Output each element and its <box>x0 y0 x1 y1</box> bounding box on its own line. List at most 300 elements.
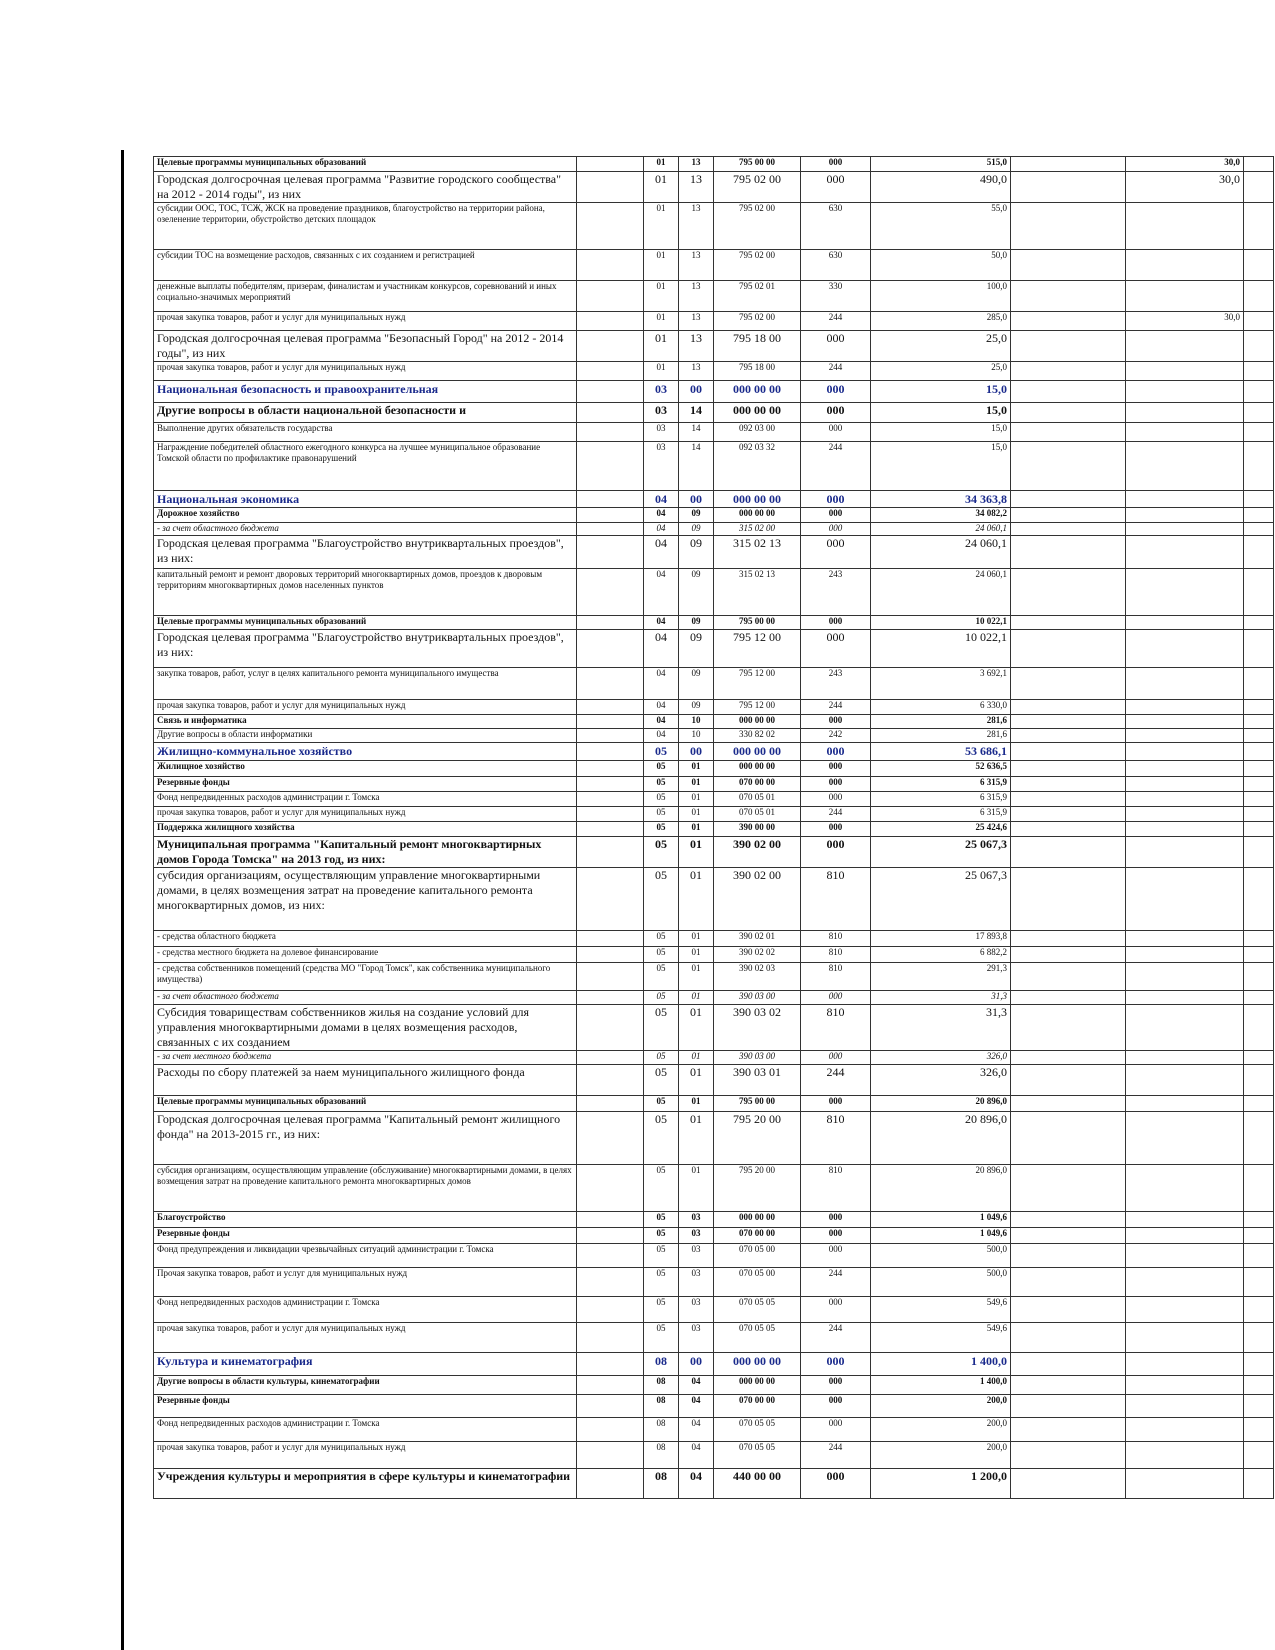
row-expense-type: 000 <box>801 1244 871 1268</box>
row-amount-2: 30,0 <box>1126 312 1244 331</box>
row-amount: 34 363,8 <box>871 491 1011 508</box>
row-empty-cell <box>577 523 644 536</box>
table-row <box>154 403 1274 423</box>
row-target-article: 795 02 00 <box>714 172 801 203</box>
row-amount: 1 400,0 <box>871 1376 1011 1395</box>
table-row <box>154 362 1274 381</box>
row-amount: 15,0 <box>871 442 1011 491</box>
row-name-cell: Субсидия товариществам собственников жилья на создание условий для управления многоквартирными домами в целях возмещения расходов, связанных с их созданием <box>154 1005 577 1051</box>
row-target-article: 070 05 05 <box>714 1442 801 1469</box>
row-amount: 15,0 <box>871 403 1011 423</box>
row-subsection-code: 00 <box>679 491 714 508</box>
row-name-cell: Расходы по сбору платежей за наем муниципального жилищного фонда <box>154 1065 577 1096</box>
row-target-article: 795 12 00 <box>714 668 801 700</box>
row-empty-cell <box>1011 403 1126 423</box>
row-empty-cell <box>1011 536 1126 569</box>
row-amount-2 <box>1126 1442 1244 1469</box>
row-empty-cell <box>577 250 644 281</box>
row-amount: 25,0 <box>871 362 1011 381</box>
row-expense-type: 000 <box>801 1228 871 1244</box>
row-empty-cell <box>1011 868 1126 931</box>
row-expense-type: 000 <box>801 616 871 630</box>
row-amount-2: 30,0 <box>1126 172 1244 203</box>
row-target-article: 795 18 00 <box>714 331 801 362</box>
row-empty-cell <box>577 442 644 491</box>
row-empty-cell <box>577 991 644 1005</box>
table-row <box>154 1096 1274 1112</box>
row-name-cell: Городская целевая программа "Благоустройство внутриквартальных проездов", из них: <box>154 536 577 569</box>
row-target-article: 795 02 00 <box>714 250 801 281</box>
row-amount: 10 022,1 <box>871 630 1011 668</box>
row-empty-cell <box>1244 777 1274 792</box>
table-row <box>154 312 1274 331</box>
row-amount-2 <box>1126 991 1244 1005</box>
row-amount-2 <box>1126 508 1244 523</box>
row-amount: 6 315,9 <box>871 792 1011 807</box>
row-subsection-code: 01 <box>679 792 714 807</box>
row-empty-cell <box>577 668 644 700</box>
row-target-article: 390 02 00 <box>714 837 801 868</box>
row-empty-cell <box>1011 1165 1126 1212</box>
row-amount: 15,0 <box>871 381 1011 403</box>
row-target-article: 390 02 00 <box>714 868 801 931</box>
row-target-article: 000 00 00 <box>714 491 801 508</box>
row-empty-cell <box>577 1297 644 1323</box>
table-row <box>154 1268 1274 1297</box>
row-empty-cell <box>1244 1212 1274 1228</box>
row-expense-type: 000 <box>801 792 871 807</box>
table-row <box>154 991 1274 1005</box>
row-name-cell: субсидии ООС, ТОС, ТСЖ, ЖСК на проведение праздников, благоустройство на территории района, озеленение территории, обустройство детских площадок <box>154 203 577 250</box>
row-section-code: 05 <box>644 1096 679 1112</box>
row-empty-cell <box>577 312 644 331</box>
row-empty-cell <box>1011 1212 1126 1228</box>
row-target-article: 440 00 00 <box>714 1469 801 1499</box>
row-empty-cell <box>1011 1418 1126 1442</box>
row-amount: 17 893,8 <box>871 931 1011 947</box>
row-subsection-code: 13 <box>679 157 714 172</box>
row-empty-cell <box>577 743 644 761</box>
row-target-article: 315 02 13 <box>714 536 801 569</box>
table-row <box>154 157 1274 172</box>
row-empty-cell <box>577 403 644 423</box>
row-expense-type: 244 <box>801 1442 871 1469</box>
table-row <box>154 508 1274 523</box>
row-section-code: 05 <box>644 1165 679 1212</box>
row-subsection-code: 01 <box>679 1112 714 1165</box>
row-subsection-code: 13 <box>679 331 714 362</box>
table-row <box>154 807 1274 822</box>
row-empty-cell <box>577 761 644 777</box>
row-amount-2 <box>1126 442 1244 491</box>
row-empty-cell <box>1244 1165 1274 1212</box>
table-row <box>154 1469 1274 1499</box>
row-empty-cell <box>1244 172 1274 203</box>
row-amount: 25 424,6 <box>871 822 1011 837</box>
row-amount: 31,3 <box>871 991 1011 1005</box>
row-section-code: 08 <box>644 1418 679 1442</box>
row-empty-cell <box>1011 963 1126 991</box>
row-expense-type: 244 <box>801 1323 871 1353</box>
row-section-code: 03 <box>644 423 679 442</box>
row-target-article: 390 00 00 <box>714 822 801 837</box>
row-amount-2 <box>1126 1469 1244 1499</box>
row-empty-cell <box>1011 1096 1126 1112</box>
row-subsection-code: 01 <box>679 931 714 947</box>
row-amount: 15,0 <box>871 423 1011 442</box>
table-row <box>154 1376 1274 1395</box>
row-amount: 281,6 <box>871 729 1011 743</box>
row-empty-cell <box>1011 250 1126 281</box>
row-expense-type: 000 <box>801 837 871 868</box>
row-section-code: 05 <box>644 931 679 947</box>
row-amount: 200,0 <box>871 1442 1011 1469</box>
row-amount: 24 060,1 <box>871 536 1011 569</box>
row-empty-cell <box>577 1051 644 1065</box>
row-section-code: 01 <box>644 362 679 381</box>
row-amount: 34 082,2 <box>871 508 1011 523</box>
row-empty-cell <box>1011 991 1126 1005</box>
row-section-code: 08 <box>644 1442 679 1469</box>
row-name-cell: Национальная экономика <box>154 491 577 508</box>
row-name-cell: субсидия организациям, осуществляющим управление многоквартирными домами, в целях возмещения затрат на проведение капитального ремонта многоквартирных домов, из них: <box>154 868 577 931</box>
row-empty-cell <box>577 1005 644 1051</box>
row-target-article: 795 12 00 <box>714 630 801 668</box>
row-amount-2 <box>1126 777 1244 792</box>
row-empty-cell <box>1011 1442 1126 1469</box>
row-target-article: 070 00 00 <box>714 1395 801 1418</box>
row-section-code: 01 <box>644 312 679 331</box>
row-target-article: 070 05 01 <box>714 807 801 822</box>
row-target-article: 000 00 00 <box>714 761 801 777</box>
row-name-cell: Дорожное хозяйство <box>154 508 577 523</box>
row-section-code: 05 <box>644 963 679 991</box>
row-section-code: 01 <box>644 157 679 172</box>
row-name-cell: Фонд предупреждения и ликвидации чрезвычайных ситуаций администрации г. Томска <box>154 1244 577 1268</box>
row-subsection-code: 13 <box>679 281 714 312</box>
row-empty-cell <box>577 281 644 312</box>
table-row <box>154 729 1274 743</box>
row-empty-cell <box>1011 1065 1126 1096</box>
row-section-code: 05 <box>644 1212 679 1228</box>
row-empty-cell <box>1244 157 1274 172</box>
row-target-article: 315 02 13 <box>714 569 801 616</box>
row-name-cell: - средства местного бюджета на долевое финансирование <box>154 947 577 963</box>
row-empty-cell <box>1011 203 1126 250</box>
row-empty-cell <box>1244 362 1274 381</box>
row-empty-cell <box>577 1442 644 1469</box>
row-name-cell: субсидия организациям, осуществляющим управление (обслуживание) многоквартирными домами, в целях возмещения затрат на проведение капитального ремонта многоквартирных домов <box>154 1165 577 1212</box>
row-subsection-code: 01 <box>679 1165 714 1212</box>
row-expense-type: 000 <box>801 1297 871 1323</box>
row-subsection-code: 03 <box>679 1212 714 1228</box>
row-expense-type: 000 <box>801 331 871 362</box>
row-amount-2 <box>1126 331 1244 362</box>
row-empty-cell <box>577 777 644 792</box>
row-name-cell: Благоустройство <box>154 1212 577 1228</box>
row-section-code: 08 <box>644 1469 679 1499</box>
row-expense-type: 244 <box>801 442 871 491</box>
row-amount-2 <box>1126 668 1244 700</box>
row-amount-2 <box>1126 616 1244 630</box>
row-expense-type: 630 <box>801 250 871 281</box>
row-amount-2 <box>1126 491 1244 508</box>
table-row <box>154 947 1274 963</box>
row-empty-cell <box>577 837 644 868</box>
row-target-article: 092 03 32 <box>714 442 801 491</box>
row-empty-cell <box>1244 536 1274 569</box>
row-amount: 200,0 <box>871 1418 1011 1442</box>
row-empty-cell <box>1244 700 1274 715</box>
row-name-cell: Резервные фонды <box>154 1395 577 1418</box>
row-amount: 281,6 <box>871 715 1011 729</box>
row-empty-cell <box>1011 822 1126 837</box>
row-empty-cell <box>1244 1051 1274 1065</box>
row-subsection-code: 10 <box>679 729 714 743</box>
row-subsection-code: 09 <box>679 569 714 616</box>
row-empty-cell <box>1244 1096 1274 1112</box>
row-empty-cell <box>577 807 644 822</box>
row-section-code: 05 <box>644 947 679 963</box>
row-empty-cell <box>1011 700 1126 715</box>
row-amount: 52 636,5 <box>871 761 1011 777</box>
row-empty-cell <box>1011 381 1126 403</box>
row-expense-type: 000 <box>801 1096 871 1112</box>
table-row <box>154 281 1274 312</box>
row-empty-cell <box>1011 792 1126 807</box>
row-amount-2 <box>1126 931 1244 947</box>
table-row <box>154 1442 1274 1469</box>
row-target-article: 070 00 00 <box>714 1228 801 1244</box>
row-empty-cell <box>1244 947 1274 963</box>
row-empty-cell <box>577 491 644 508</box>
row-target-article: 795 00 00 <box>714 1096 801 1112</box>
row-expense-type: 244 <box>801 700 871 715</box>
row-section-code: 05 <box>644 1005 679 1051</box>
table-row <box>154 523 1274 536</box>
row-section-code: 05 <box>644 792 679 807</box>
row-empty-cell <box>1244 807 1274 822</box>
row-name-cell: Городская долгосрочная целевая программа "Безопасный Город" на 2012 - 2014 годы", из них <box>154 331 577 362</box>
row-subsection-code: 09 <box>679 536 714 569</box>
table-row <box>154 868 1274 931</box>
row-section-code: 04 <box>644 668 679 700</box>
table-row <box>154 822 1274 837</box>
row-amount: 25 067,3 <box>871 868 1011 931</box>
row-target-article: 000 00 00 <box>714 403 801 423</box>
table-row <box>154 172 1274 203</box>
row-empty-cell <box>1011 362 1126 381</box>
row-expense-type: 000 <box>801 423 871 442</box>
row-target-article: 000 00 00 <box>714 1353 801 1376</box>
row-amount-2 <box>1126 1165 1244 1212</box>
row-empty-cell <box>1244 312 1274 331</box>
row-empty-cell <box>1244 868 1274 931</box>
row-empty-cell <box>577 630 644 668</box>
row-empty-cell <box>577 536 644 569</box>
row-expense-type: 000 <box>801 491 871 508</box>
row-name-cell: - за счет местного бюджета <box>154 1051 577 1065</box>
table-row <box>154 1228 1274 1244</box>
row-expense-type: 810 <box>801 1005 871 1051</box>
table-row <box>154 536 1274 569</box>
row-amount: 6 315,9 <box>871 807 1011 822</box>
row-amount-2 <box>1126 569 1244 616</box>
row-amount-2 <box>1126 868 1244 931</box>
row-empty-cell <box>577 700 644 715</box>
row-amount: 6 882,2 <box>871 947 1011 963</box>
row-section-code: 05 <box>644 1065 679 1096</box>
row-target-article: 390 02 02 <box>714 947 801 963</box>
table-row <box>154 668 1274 700</box>
table-row <box>154 1418 1274 1442</box>
row-name-cell: Резервные фонды <box>154 1228 577 1244</box>
row-target-article: 070 05 05 <box>714 1323 801 1353</box>
row-empty-cell <box>1244 931 1274 947</box>
row-amount-2 <box>1126 362 1244 381</box>
row-expense-type: 000 <box>801 403 871 423</box>
row-target-article: 795 20 00 <box>714 1112 801 1165</box>
row-name-cell: прочая закупка товаров, работ и услуг для муниципальных нужд <box>154 1323 577 1353</box>
row-subsection-code: 09 <box>679 700 714 715</box>
table-row <box>154 250 1274 281</box>
row-section-code: 05 <box>644 1323 679 1353</box>
row-amount-2 <box>1126 792 1244 807</box>
row-expense-type: 810 <box>801 1165 871 1212</box>
row-amount-2 <box>1126 1005 1244 1051</box>
row-empty-cell <box>1244 1005 1274 1051</box>
row-empty-cell <box>1244 991 1274 1005</box>
row-subsection-code: 00 <box>679 381 714 403</box>
row-expense-type: 000 <box>801 381 871 403</box>
row-empty-cell <box>1011 312 1126 331</box>
row-section-code: 05 <box>644 777 679 792</box>
row-subsection-code: 09 <box>679 668 714 700</box>
row-target-article: 795 02 00 <box>714 203 801 250</box>
row-empty-cell <box>577 1395 644 1418</box>
row-subsection-code: 14 <box>679 423 714 442</box>
row-amount: 50,0 <box>871 250 1011 281</box>
row-target-article: 070 05 05 <box>714 1297 801 1323</box>
row-expense-type: 000 <box>801 743 871 761</box>
row-section-code: 04 <box>644 523 679 536</box>
row-amount: 1 400,0 <box>871 1353 1011 1376</box>
row-subsection-code: 13 <box>679 250 714 281</box>
table-row <box>154 792 1274 807</box>
row-amount: 6 315,9 <box>871 777 1011 792</box>
row-empty-cell <box>1244 1112 1274 1165</box>
row-name-cell: денежные выплаты победителям, призерам, финалистам и участникам конкурсов, соревнований и иных социально-значимых мероприятий <box>154 281 577 312</box>
row-name-cell: Национальная безопасность и правоохранительная <box>154 381 577 403</box>
row-section-code: 03 <box>644 381 679 403</box>
row-amount-2 <box>1126 281 1244 312</box>
row-empty-cell <box>1011 1469 1126 1499</box>
row-amount: 3 692,1 <box>871 668 1011 700</box>
row-expense-type: 244 <box>801 1065 871 1096</box>
row-section-code: 05 <box>644 1244 679 1268</box>
row-expense-type: 000 <box>801 172 871 203</box>
row-amount-2 <box>1126 700 1244 715</box>
row-section-code: 05 <box>644 761 679 777</box>
row-empty-cell <box>577 963 644 991</box>
row-target-article: 795 02 00 <box>714 312 801 331</box>
row-name-cell: Фонд непредвиденных расходов администрации г. Томска <box>154 1297 577 1323</box>
row-empty-cell <box>1244 423 1274 442</box>
row-name-cell: Прочая закупка товаров, работ и услуг для муниципальных нужд <box>154 1268 577 1297</box>
row-name-cell: капитальный ремонт и ремонт дворовых территорий многоквартирных домов, проездов к дворовым территориям многоквартирных домов населенных пунктов <box>154 569 577 616</box>
row-empty-cell <box>577 1212 644 1228</box>
row-amount-2 <box>1126 729 1244 743</box>
row-subsection-code: 03 <box>679 1297 714 1323</box>
table-row <box>154 777 1274 792</box>
page-left-rule <box>121 150 124 1650</box>
table-row <box>154 1051 1274 1065</box>
row-amount: 55,0 <box>871 203 1011 250</box>
row-amount-2 <box>1126 536 1244 569</box>
row-amount: 549,6 <box>871 1297 1011 1323</box>
row-target-article: 000 00 00 <box>714 508 801 523</box>
row-expense-type: 244 <box>801 1268 871 1297</box>
row-empty-cell <box>1011 1228 1126 1244</box>
row-amount-2 <box>1126 1353 1244 1376</box>
table-row <box>154 616 1274 630</box>
row-section-code: 04 <box>644 630 679 668</box>
table-row <box>154 1395 1274 1418</box>
row-target-article: 795 20 00 <box>714 1165 801 1212</box>
row-name-cell: Муниципальная программа "Капитальный ремонт многоквартирных домов Города Томска" на 2013 год, из них: <box>154 837 577 868</box>
row-amount: 549,6 <box>871 1323 1011 1353</box>
row-subsection-code: 01 <box>679 1005 714 1051</box>
table-row <box>154 1244 1274 1268</box>
row-section-code: 03 <box>644 442 679 491</box>
row-empty-cell <box>577 947 644 963</box>
row-subsection-code: 01 <box>679 868 714 931</box>
row-name-cell: Городская долгосрочная целевая программа "Капитальный ремонт жилищного фонда" на 2013-2015 гг., из них: <box>154 1112 577 1165</box>
row-empty-cell <box>1011 523 1126 536</box>
row-subsection-code: 01 <box>679 837 714 868</box>
row-amount: 1 049,6 <box>871 1212 1011 1228</box>
row-section-code: 05 <box>644 868 679 931</box>
row-name-cell: Фонд непредвиденных расходов администрации г. Томска <box>154 1418 577 1442</box>
row-amount: 515,0 <box>871 157 1011 172</box>
row-section-code: 05 <box>644 743 679 761</box>
table-row <box>154 1065 1274 1096</box>
row-expense-type: 630 <box>801 203 871 250</box>
row-empty-cell <box>1244 792 1274 807</box>
row-empty-cell <box>1244 963 1274 991</box>
row-empty-cell <box>1011 281 1126 312</box>
row-target-article: 795 00 00 <box>714 616 801 630</box>
row-target-article: 070 05 01 <box>714 792 801 807</box>
row-subsection-code: 03 <box>679 1244 714 1268</box>
table-row <box>154 700 1274 715</box>
row-target-article: 390 02 01 <box>714 931 801 947</box>
row-empty-cell <box>1011 1268 1126 1297</box>
row-section-code: 04 <box>644 536 679 569</box>
row-target-article: 000 00 00 <box>714 1212 801 1228</box>
row-empty-cell <box>1011 1353 1126 1376</box>
row-subsection-code: 13 <box>679 362 714 381</box>
row-amount: 1 049,6 <box>871 1228 1011 1244</box>
row-target-article: 390 03 02 <box>714 1005 801 1051</box>
row-expense-type: 244 <box>801 312 871 331</box>
row-expense-type: 000 <box>801 630 871 668</box>
row-section-code: 08 <box>644 1353 679 1376</box>
row-empty-cell <box>577 1065 644 1096</box>
budget-table <box>153 156 1274 1499</box>
row-expense-type: 810 <box>801 963 871 991</box>
table-row <box>154 743 1274 761</box>
